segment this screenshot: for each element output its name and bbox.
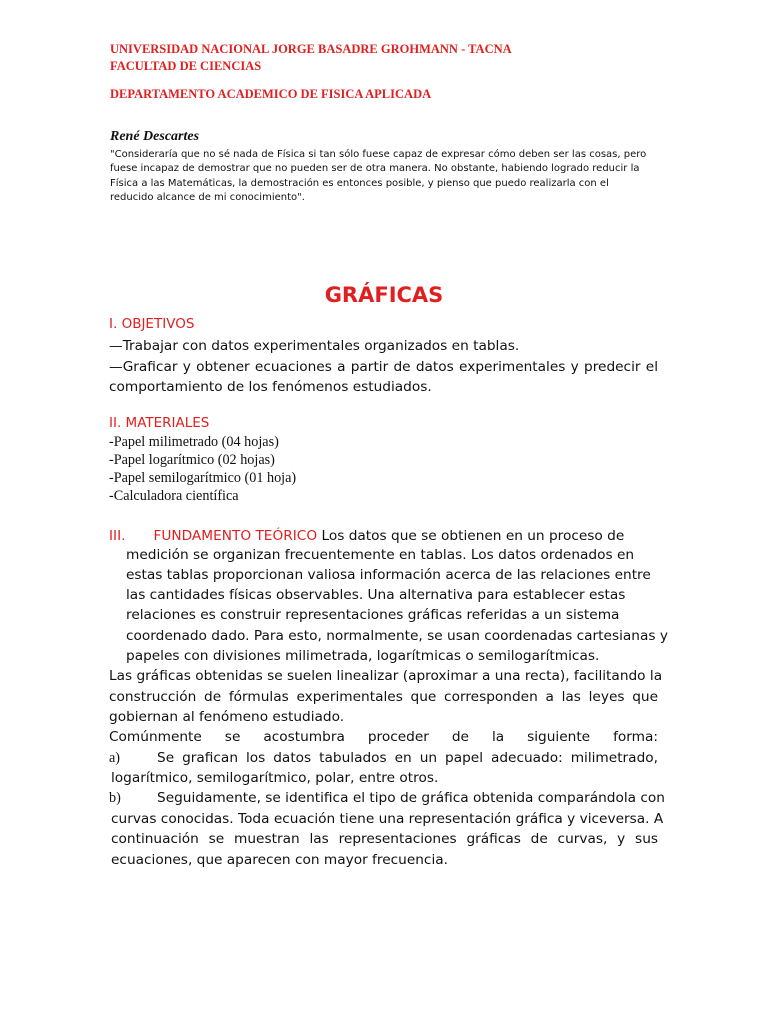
list-item-a-continuation: logarítmico, semilogarítmico, polar, entre otros. — [111, 770, 439, 786]
fundamento-line: medición se organizan frecuentemente en tablas. Los datos ordenados en — [126, 547, 635, 563]
page-title: GRÁFICAS — [324, 283, 444, 307]
paragraph-line: gobiernan al fenómeno estudiado. — [109, 709, 345, 725]
procedure-intro: Comúnmente se acostumbra proceder de la siguiente forma: — [109, 729, 658, 745]
section-number-fundamento: III. — [109, 528, 126, 544]
section-heading-objetivos: I. OBJETIVOS — [109, 316, 195, 332]
list-item-b-text: Seguidamente, se identifica el tipo de gráfica obtenida comparándola con — [157, 790, 665, 806]
fundamento-line: papeles con divisiones milimetrada, logarítmicas o semilogarítmicas. — [126, 648, 600, 664]
objetivo-item: —Trabajar con datos experimentales organizados en tablas. — [109, 338, 520, 354]
university-name: UNIVERSIDAD NACIONAL JORGE BASADRE GROHMANN - TACNA — [110, 42, 512, 56]
fundamento-line: coordenado dado. Para esto, normalmente, se usan coordenadas cartesianas y — [126, 628, 668, 644]
list-marker-b: b) — [109, 790, 121, 806]
material-item: -Papel milimetrado (04 hojas) — [109, 434, 279, 450]
section-heading-fundamento: FUNDAMENTO TEÓRICO — [153, 528, 318, 544]
list-item-b-continuation: curvas conocidas. Toda ecuación tiene una representación gráfica y viceversa. A — [111, 811, 664, 827]
department-name: DEPARTAMENTO ACADEMICO DE FISICA APLICADA — [110, 87, 432, 101]
epigraph-author: René Descartes — [110, 129, 200, 144]
material-item: -Papel semilogarítmico (01 hoja) — [109, 470, 297, 486]
epigraph-quote: "Consideraría que no sé nada de Física si tan sólo fuese capaz de expresar cómo deben ser las cosas, pero fuese incapaz de demostrar que no pueden ser de otra manera. No obstante, habiendo logrado reducir la Física a las Matemáticas, la demostración es entonces posible, y pienso que puedo realizarla con el reducido alcance de mi conocimiento". — [110, 149, 647, 203]
fundamento-line: relaciones es construir representaciones gráficas referidas a un sistema — [126, 607, 620, 623]
material-item: -Papel logarítmico (02 hojas) — [109, 452, 275, 468]
fundamento-first-line — [109, 526, 624, 546]
list-item-b-continuation: ecuaciones, que aparecen con mayor frecuencia. — [111, 852, 448, 868]
faculty-name: FACULTAD DE CIENCIAS — [110, 59, 262, 73]
fundamento-line: estas tablas proporcionan valiosa información acerca de las relaciones entre — [126, 567, 651, 583]
paragraph-line: construcción de fórmulas experimentales que corresponden a las leyes que — [109, 689, 658, 705]
objetivo-item: —Graficar y obtener ecuaciones a partir de datos experimentales y predecir el — [109, 359, 658, 375]
section-heading-materiales: II. MATERIALES — [109, 415, 210, 431]
paragraph-line: Las gráficas obtenidas se suelen linealizar (aproximar a una recta), facilitando la — [109, 668, 663, 684]
fundamento-lead-text: Los datos que se obtienen en un proceso de — [317, 528, 625, 544]
objetivo-item-continuation: comportamiento de los fenómenos estudiados. — [109, 379, 432, 395]
list-marker-a: a) — [109, 750, 121, 766]
fundamento-line: las cantidades físicas observables. Una alternativa para establecer estas — [126, 587, 626, 603]
list-item-a-text: Se grafican los datos tabulados en un papel adecuado: milimetrado, — [157, 750, 658, 766]
material-item: -Calculadora científica — [109, 488, 239, 504]
list-item-b-continuation: continuación se muestran las representaciones gráficas de curvas, y sus — [111, 831, 658, 847]
